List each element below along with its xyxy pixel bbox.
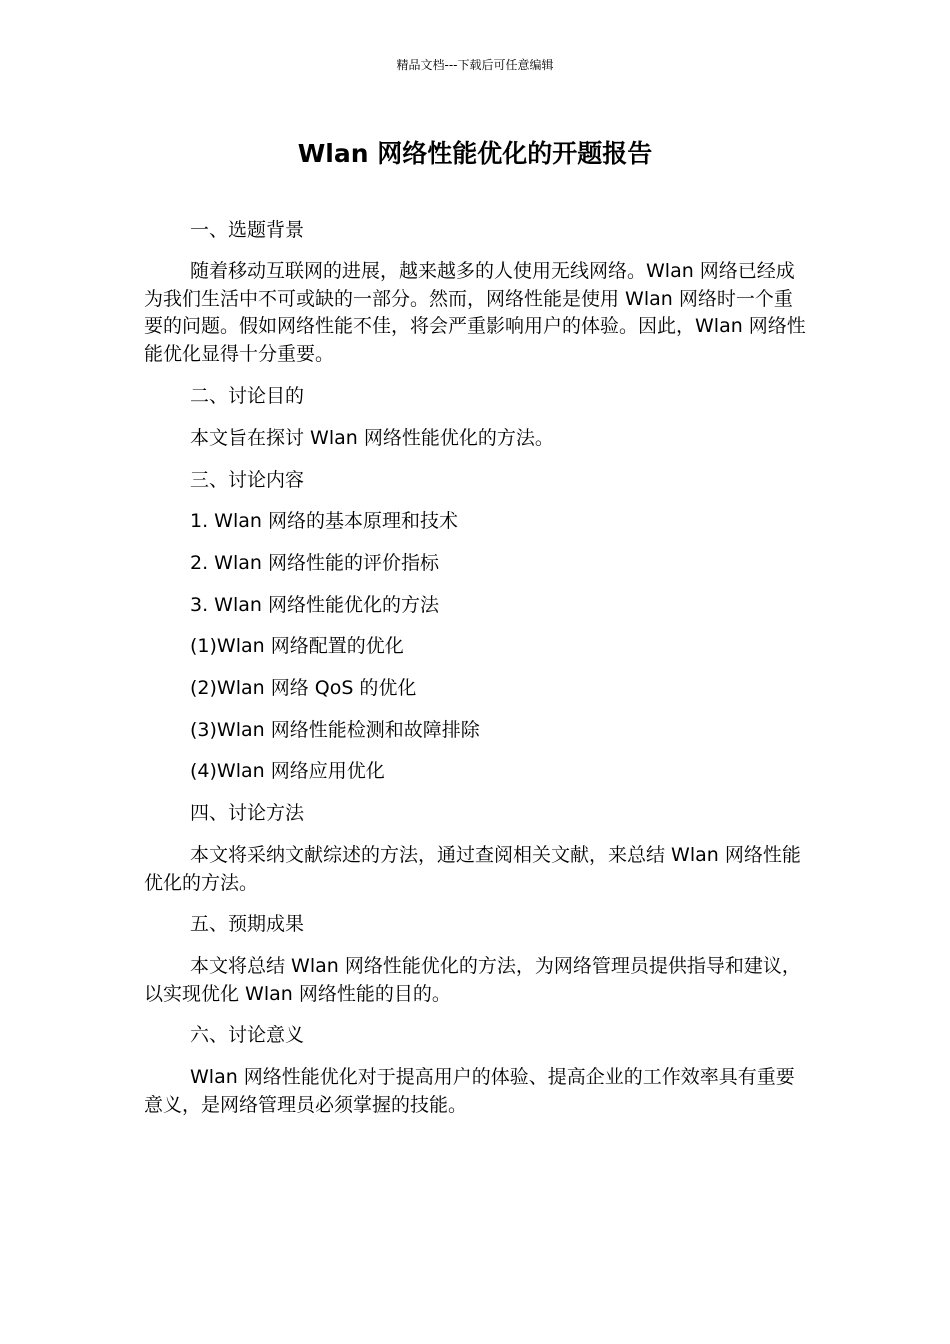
- paragraph-outcome: 本文将总结 Wlan 网络性能优化的方法，为网络管理员提供指导和建议，以实现优化 Wlan 网络性能的目的。: [144, 955, 801, 1005]
- paragraph-method: 本文将采纳文献综述的方法，通过查阅相关文献，来总结 Wlan 网络性能优化的方法。: [144, 844, 801, 894]
- section-heading-outcome: 五、预期成果: [190, 913, 305, 935]
- list-item: 3. Wlan 网络性能优化的方法: [190, 594, 439, 616]
- list-item: 1. Wlan 网络的基本原理和技术: [190, 510, 458, 532]
- list-item: (3)Wlan 网络性能检测和故障排除: [190, 719, 480, 741]
- list-item: 2. Wlan 网络性能的评价指标: [190, 552, 439, 574]
- page-header: 精品文档---下载后可任意编辑: [396, 58, 554, 72]
- paragraph-background: 随着移动互联网的进展，越来越多的人使用无线网络。Wlan 网络已经成为我们生活中不可或缺的一部分。然而，网络性能是使用 Wlan 网络时一个重要的问题。假如网络性能不佳，将会严重影响用户的体验。因此，Wlan 网络性能优化显得十分重要。: [144, 260, 806, 365]
- section-heading-method: 四、讨论方法: [190, 802, 305, 824]
- section-heading-purpose: 二、讨论目的: [190, 385, 305, 407]
- section-heading-background: 一、选题背景: [190, 219, 305, 241]
- paragraph-purpose: 本文旨在探讨 Wlan 网络性能优化的方法。: [190, 427, 554, 449]
- list-item: (2)Wlan 网络 QoS 的优化: [190, 677, 417, 699]
- section-heading-significance: 六、讨论意义: [190, 1024, 305, 1046]
- section-heading-content: 三、讨论内容: [190, 469, 305, 491]
- list-item: (4)Wlan 网络应用优化: [190, 760, 385, 782]
- document-title: Wlan 网络性能优化的开题报告: [297, 139, 653, 168]
- paragraph-significance: Wlan 网络性能优化对于提高用户的体验、提高企业的工作效率具有重要意义，是网络管理员必须掌握的技能。: [144, 1066, 795, 1116]
- list-item: (1)Wlan 网络配置的优化: [190, 635, 404, 657]
